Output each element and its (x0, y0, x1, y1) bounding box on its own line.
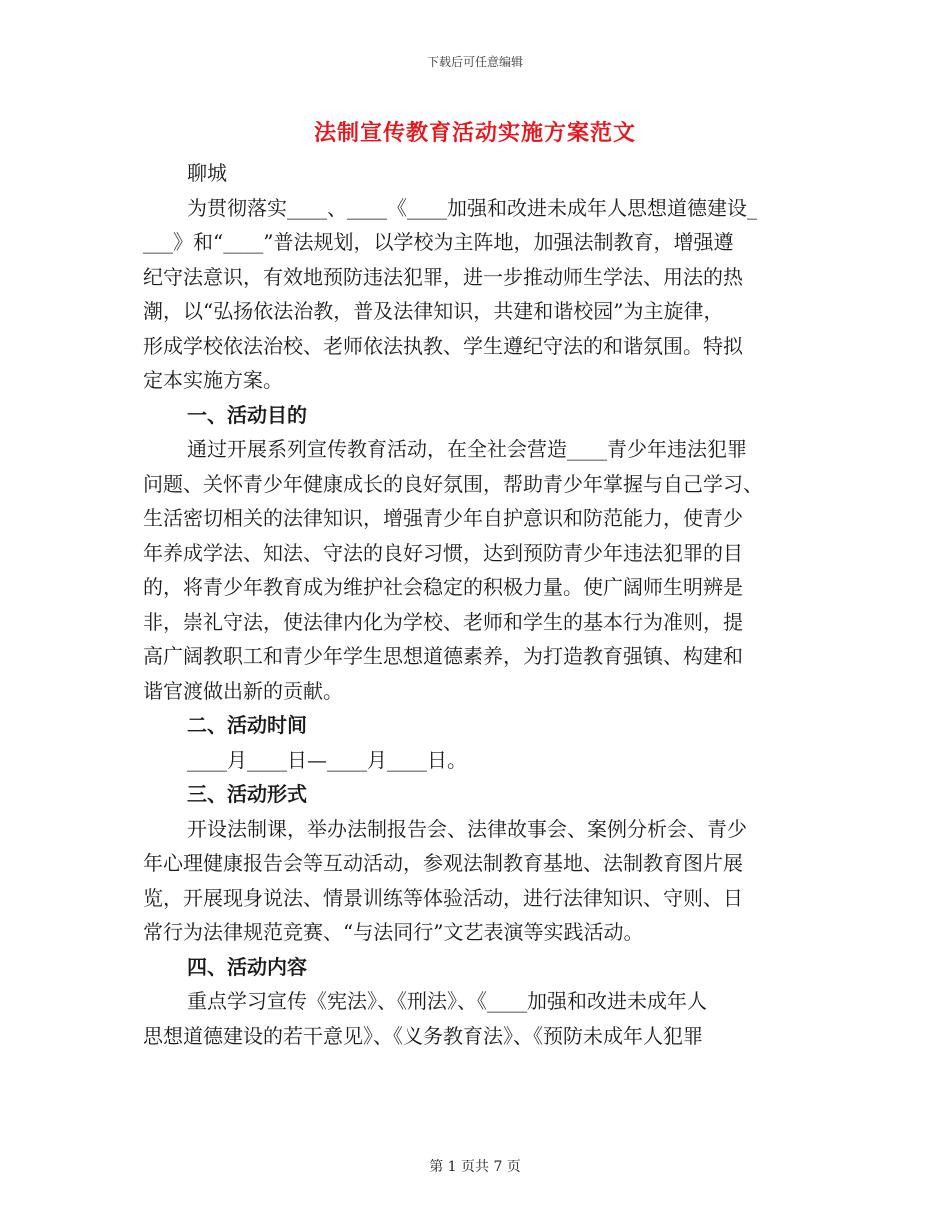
document-body (143, 156, 813, 1053)
text-line: 谐官渡做出新的贡献。 (143, 678, 343, 703)
paragraph (143, 984, 813, 1053)
text-line: 形成学校依法治校、老师依法执教、学生遵纪守法的和谐氛围。特拟 (143, 333, 743, 358)
text-line: 三、活动形式 (187, 782, 307, 806)
text-line: 生活密切相关的法律知识，增强青少年自护意识和防范能力，使青少 (143, 506, 743, 530)
text-line: 聊城 (187, 161, 227, 185)
paragraph (143, 156, 813, 191)
page-header: 下载后可任意编辑 (426, 55, 523, 69)
section-heading (143, 398, 813, 433)
paragraph (143, 812, 813, 950)
text-line: ___》和“____”普法规划，以学校为主阵地，加强法制教育，增强遵 (143, 230, 734, 254)
text-line: 问题、关怀青少年健康成长的良好氛围，帮助青少年掌握与自己学习、 (143, 471, 763, 496)
section-heading (143, 777, 813, 812)
section-heading (143, 950, 813, 985)
text-line: 年心理健康报告会等互动活动，参观法制教育基地、法制教育图片展 (143, 851, 743, 875)
text-line: 潮，以“弘扬依法治教，普及法律知识，共建和谐校园”为主旋律， (143, 299, 724, 323)
text-line: 年养成学法、知法、守法的良好习惯，达到预防青少年违法犯罪的目 (143, 540, 743, 565)
paragraph (143, 432, 813, 708)
text-line: 一、活动目的 (187, 402, 307, 427)
text-line: 非，崇礼守法，使法律内化为学校、老师和学生的基本行为准则，提 (143, 609, 743, 634)
paragraph (143, 743, 813, 778)
text-line: 高广阔教职工和青少年学生思想道德素养，为打造教育强镇、构建和 (143, 644, 743, 668)
text-line: 纪守法意识，有效地预防违法犯罪，进一步推动师生学法、用法的热 (143, 264, 743, 289)
text-line: 重点学习宣传《宪法》、《刑法》、《____加强和改进未成年人 (187, 989, 707, 1013)
text-line: 通过开展系列宣传教育活动，在全社会营造____青少年违法犯罪 (187, 437, 747, 461)
text-line: 的，将青少年教育成为维护社会稳定的积极力量。使广阔师生明辨是 (143, 575, 743, 599)
text-line: 定本实施方案。 (143, 368, 283, 392)
text-line: 二、活动时间 (187, 713, 307, 737)
text-line: ____月____日—____月____日。 (187, 747, 467, 772)
text-line: 为贯彻落实____、____《____加强和改进未成年人思想道德建设_ (187, 195, 757, 220)
text-line: 开设法制课，举办法制报告会、法律故事会、案例分析会、青少 (187, 816, 747, 841)
text-line: 常行为法律规范竞赛、“与法同行”文艺表演等实践活动。 (143, 920, 644, 944)
text-line: 四、活动内容 (187, 954, 307, 979)
text-line: 览，开展现身说法、情景训练等体验活动，进行法律知识、守则、日 (143, 885, 743, 910)
paragraph (143, 191, 813, 398)
section-heading (143, 708, 813, 743)
text-line: 思想道德建设的若干意见》、《义务教育法》、《预防未成年人犯罪 (143, 1023, 703, 1048)
document-title: 法制宣传教育活动实施方案范文 (313, 120, 636, 146)
page-footer: 第 1 页共 7 页 (429, 1159, 521, 1175)
